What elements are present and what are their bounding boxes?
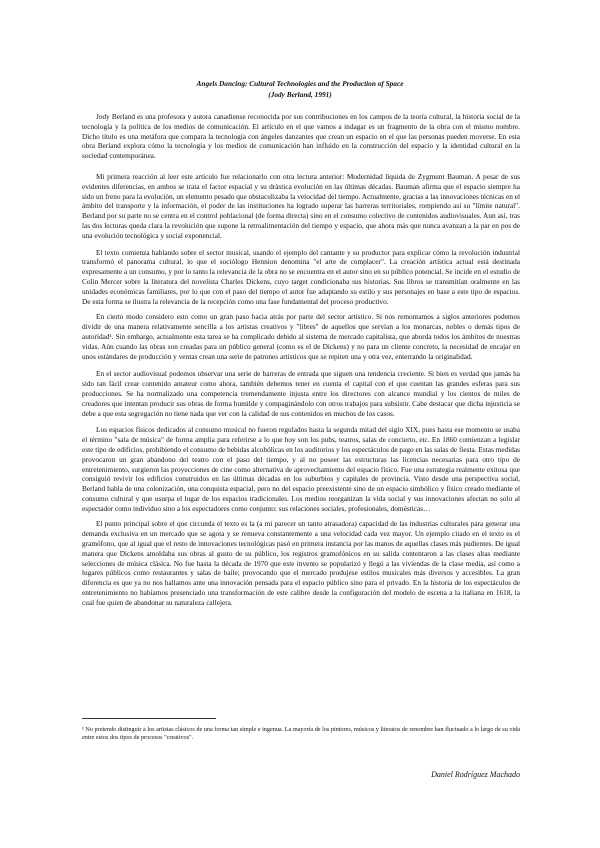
document-header (0, 78, 600, 100)
paragraph: Los espacios físicos dedicados al consumo musical no fueron regulados hasta la segunda mitad del siglo XIX, pues hasta ese momento se usaba el término "sala de música" de forma amplia para referirse a lo que hoy son los pubs, teatros, salas de concierto, etc. En 1860 comienzan a legislar este tipo de edificios, prohibiendo el consumo de bebidas alcohólicas en los auditorios y los espectáculos de pago en las salas de fiesta. Estas medidas provocaron un gran abandono del teatro con el paso del tiempo, y al no poseer las estructuras las licencias necesarias para otro tipo de entretenimiento, surgieron las proyecciones de cine como alternativa de aprovechamiento del espacio físico. Fue una estrategia realmente exitosa que consiguió revivir los edificios construidos en las últimas décadas en los suburbios y capitales de provincia. Visto desde una perspectiva social, Berland habla de una colonización, una conquista espacial, pero no del espacio preexistente sino de un espacio simbólico y físico creado mediante el consumo cultural y que usurpa el lugar de los espacios tradicionales. Los medios reorganizan la vida social y sus innovaciones afectan no solo al espectador como individuo sino a los espectadores como conjunto: sus relaciones sociales, profesionales, domésticas… (82, 425, 520, 513)
document-body (82, 112, 520, 614)
footnote: ¹ No pretendo distinguir a los artistas clásicos de una forma tan simple e ingenua. La mayoría de los pintores, músicos y literatos de renombre han fluctuado a lo largo de su vida entre estos dos tipos de procesos "creativos". (82, 726, 520, 742)
paragraph: En el sector audiovisual podemos observar una serie de barreras de entrada que siguen una tendencia creciente. Si bien es verdad que jamás ha sido tan fácil crear contenido amateur como ahora, también debemos tener en cuenta el capital con el que cuentan las grandes esferas para sus producciones. Se ha normalizado una competencia tremendamente injusta entre los directores con alcance mundial y los cientos de miles de creadores que intentan producir sus obras de forma humilde y compaginándolo con otros trabajos para subsistir. Cabe destacar que dicha injusticia se debe a que esta segregación no tiene nada que ver con la calidad de sus contenidos en muchos de los casos. (82, 369, 520, 418)
paragraph: El texto comienza hablando sobre el sector musical, usando el ejemplo del cantante y su productor para explicar cómo la revolución industrial transformó el panorama cultural, lo que el sociólogo Hennion denomina "el arte de complacer". La creación artística actual está destinada expresamente a un consumo, y por lo tanto la relevancia de la obra no se encuentra en el autor sino en su público potencial. Se incide en el estudio de Colin Mercer sobre la literatura del novelista Charles Dickens, cuyo target condicionaba sus historias. Sus libros se transmitían oralmente en las unidades económicas familiares, por lo que con el paso del tiempo el autor fue adaptando su estilo y sus personajes en base a este tipo de espacios. De esta forma se ilustra la relevancia de la recepción como una fase fundamental del proceso productivo. (82, 247, 520, 306)
paragraph: Jody Berland es una profesora y autora canadiense reconocida por sus contribuciones en los campos de la teoría cultural, la historia social de la tecnología y la política de los medios de comunicación. El artículo en el que vamos a indagar es un fragmento de la obra con el mismo nombre. Dicho título es una metáfora que compara la tecnología con ángeles danzantes que crean un espacio en el que las personas pueden moverse. En esta obra Berland explora cómo la tecnología y los medios de comunicación han influido en la construcción del espacio y la identidad cultural en la sociedad contemporánea. (82, 112, 520, 161)
paragraph: En cierto modo considero esto como un gran paso hacia atrás por parte del sector artístico. Si nos remontamos a siglos anteriores podemos dividir de una manera relativamente sencilla a los artistas creativos y "libres" de aquellos que servían a los monarcas, nobles o demás tipos de autoridad¹. Sin embargo, actualmente esta tarea se ha complicado debido al sistema de mercado capitalista, que aborda todos los ámbitos de nuestras vidas. Aún cuando las obras son creadas para un público general (como es el de Dickens) y no para un cliente concreto, la necesidad de encajar en unos estándares de producción y ventas crean una serie de patrones artísticos que se repiten una y otra vez, enterrando la originalidad. (82, 312, 520, 361)
paragraph: Mi primera reacción al leer este artículo fue relacionarlo con otra lectura anterior: Modernidad líquida de Zygmunt Bauman. A pesar de sus evidentes diferencias, en ambos se trata el factor espacial y su drástica evolución en las últimas décadas. Bauman afirma que el espacio siempre ha sido un freno para la evolución, un elemento pesado que obstaculizaba la velocidad del tiempo. Actualmente, gracias a las innovaciones técnicas en el ámbito del transporte y la información, el poder de las instituciones ha logrado superar las barreras territoriales, rompiendo así su "límite natural". Berland por su parte no se centra en el control poblacional (de forma directa) sino en el consumo colectivo de contenidos audiovisuales. Aun así, tras las dos lecturas queda clara la revolución que supone la retroalimentación del tiempo y espacio, que ahora más que nunca avanzan a la par en pos de una evolución tecnológica y social exponencial. (82, 171, 520, 240)
paragraph: El punto principal sobre el que circunda el texto es la (a mi parecer un tanto atrasadora) capacidad de las industrias culturales para generar una demanda exclusiva en un mercado que se agota y se renueva constantemente a una velocidad cada vez mayor. Un ejemplo citado en el texto es el gramófono, que al igual que el resto de innovaciones tecnológicas pasó en primera instancia por las manos de aquellas clases más pudientes. De igual manera que Dickens amoldaba sus obras al gusto de su público, los registros gramofónicos en su salida contentaron a las clases altas mediante selecciones de música clásica. No fue hasta la década de 1970 que este invento se popularizó y llegó a las viviendas de la clase media, así como a lugares públicos como restaurantes y salas de baile; provocando que el mercado produjese estilos musicales más diversos y accesibles. La gran diferencia es que ya no nos hallamos ante una innovación pensada para el espacio público sino para el privado. En la historia de los espectáculos de entretenimiento no habíamos presenciado una transformación de este calibre desde la configuración del modelo de escena a la italiana en 1618, la cual fue quien de abandonar su naturaleza callejera. (82, 519, 520, 607)
footnote-divider (82, 718, 216, 719)
author-signature: Daniel Rodríguez Machado (431, 770, 520, 779)
document-title: Angels Dancing: Cultural Technologies and the Production of Space (196, 79, 404, 88)
document-subtitle: (Jody Berland, 1991) (268, 90, 332, 99)
